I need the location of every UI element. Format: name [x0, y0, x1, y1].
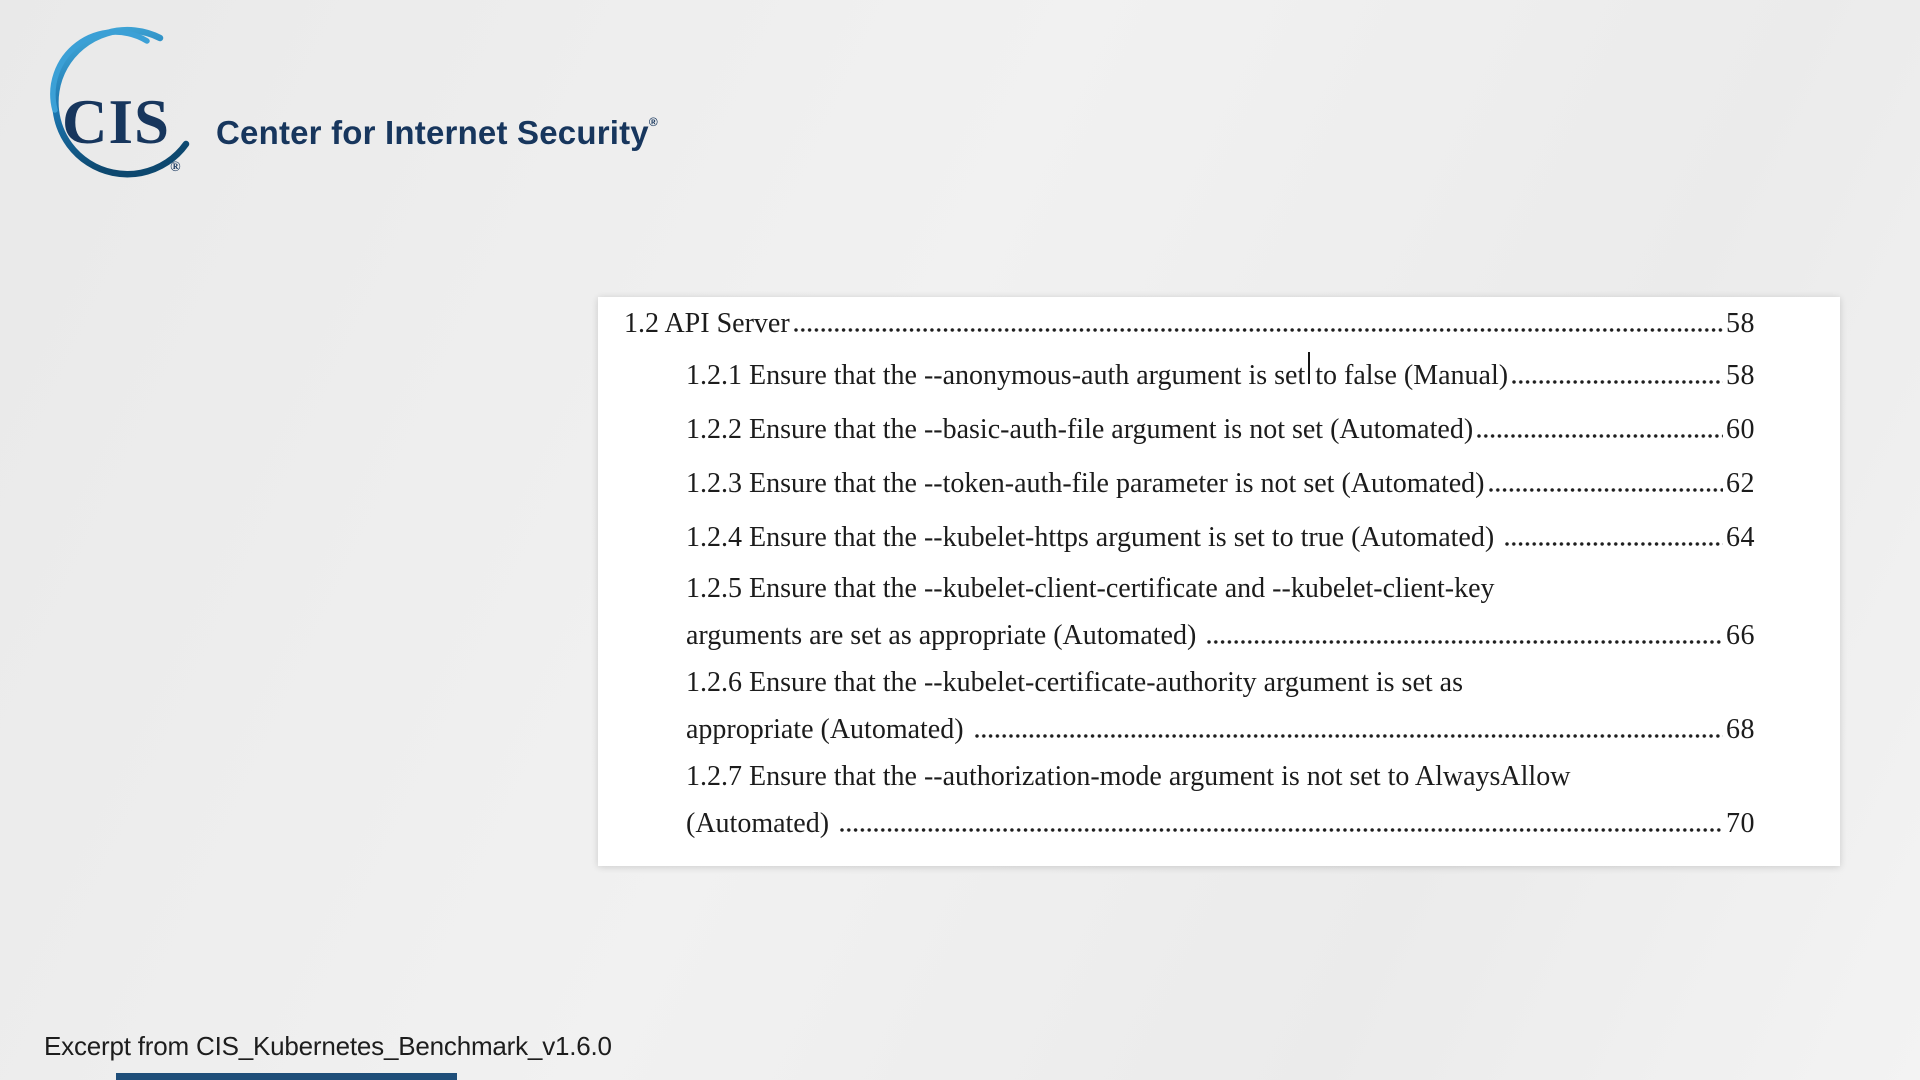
cis-logo-text: $CIS_®$: [62, 87, 181, 175]
dot-leader: [1505, 542, 1723, 546]
toc-entry-line[interactable]: [624, 801, 1755, 847]
registered-mark-icon: ®: [648, 115, 658, 129]
toc-entry-line[interactable]: [624, 613, 1755, 659]
toc-entry-line[interactable]: [624, 707, 1755, 753]
toc-text: to false (Manual): [1315, 360, 1509, 391]
toc-text: arguments are set as appropriate (Automated): [686, 620, 1204, 651]
dot-leader: [794, 328, 1723, 332]
toc-panel[interactable]: [598, 297, 1840, 866]
toc-entry-line[interactable]: [624, 403, 1755, 457]
toc-entry-line[interactable]: [624, 753, 1755, 801]
page-number: 70: [1726, 808, 1755, 839]
toc-entry-line[interactable]: [624, 299, 1755, 349]
cis-logo-mark: [34, 24, 206, 196]
bottom-accent-bar: [116, 1073, 457, 1080]
dot-leader: [1512, 380, 1723, 384]
toc-text: appropriate (Automated): [686, 714, 971, 745]
page-number: 58: [1726, 360, 1755, 391]
dot-leader: [975, 734, 1723, 738]
dot-leader: [1477, 434, 1723, 438]
toc-text: 1.2.6 Ensure that the --kubelet-certificate-authority argument is set as: [686, 667, 1463, 698]
toc-text: 1.2.5 Ensure that the --kubelet-client-certificate and --kubelet-client-key: [686, 573, 1495, 604]
toc-entry-line[interactable]: [624, 659, 1755, 707]
brand-tagline: Center for Internet Security®: [216, 114, 658, 151]
page-number: 62: [1726, 468, 1755, 499]
toc-text: 1.2.1 Ensure that the --anonymous-auth argument is set: [686, 360, 1306, 391]
toc-text: 1.2.7 Ensure that the --authorization-mode argument is not set to AlwaysAllow: [686, 761, 1571, 792]
caption-text: Excerpt from CIS_Kubernetes_Benchmark_v1.6.0: [44, 1031, 612, 1061]
dot-leader: [1489, 488, 1723, 492]
toc-text: (Automated): [686, 808, 837, 839]
toc-text: 1.2.3 Ensure that the --token-auth-file parameter is not set (Automated): [686, 468, 1485, 499]
text-cursor: [1308, 352, 1310, 384]
toc-entry-line[interactable]: [624, 511, 1755, 565]
toc-entry-line[interactable]: [624, 565, 1755, 613]
toc-entry-line[interactable]: [624, 349, 1755, 403]
registered-mark-icon: ®: [170, 160, 181, 175]
dot-leader: [1207, 640, 1723, 644]
toc-text: 1.2 API Server: [624, 308, 790, 339]
toc-text: 1.2.4 Ensure that the --kubelet-https argument is set to true (Automated): [686, 522, 1502, 553]
toc-entry-line[interactable]: [624, 457, 1755, 511]
page-number: 68: [1726, 714, 1755, 745]
page-number: 58: [1726, 308, 1755, 339]
page-number: 66: [1726, 620, 1755, 651]
dot-leader: [840, 828, 1723, 832]
page-number: 64: [1726, 522, 1755, 553]
page-number: 60: [1726, 414, 1755, 445]
toc-text: 1.2.2 Ensure that the --basic-auth-file argument is not set (Automated): [686, 414, 1474, 445]
